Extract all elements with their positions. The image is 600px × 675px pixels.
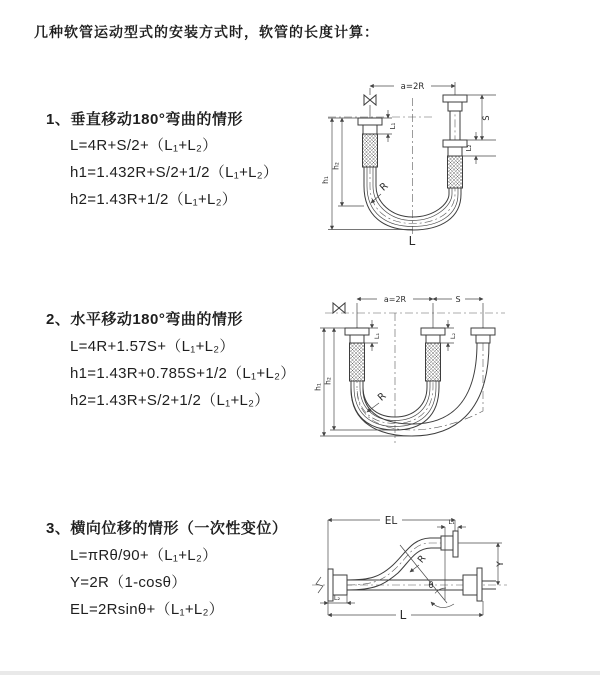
flange-left-neck bbox=[363, 125, 377, 134]
braid-left bbox=[363, 134, 378, 167]
page-title: 几种软管运动型式的安装方式时，软管的长度计算： bbox=[34, 24, 379, 40]
dim-label-a2r: a=2R bbox=[383, 295, 407, 304]
diagram-horizontal-180-bend bbox=[300, 283, 560, 458]
section-3-formula-EL: EL=2Rsinθ+（L₁+L₂） bbox=[70, 601, 224, 618]
ext-lines-top bbox=[357, 303, 483, 328]
dim-label-l: L bbox=[399, 608, 407, 622]
dim-label-l1: L₁ bbox=[373, 332, 381, 340]
flange-top-hub bbox=[441, 536, 453, 550]
flange-right-upper-neck bbox=[448, 102, 462, 111]
dim-label-s: S bbox=[455, 295, 461, 304]
page-edge bbox=[0, 671, 600, 675]
section-2-formula-L: L=4R+1.57S+（L₁+L₂） bbox=[70, 338, 235, 355]
flange-left-plate bbox=[345, 328, 369, 335]
dim-label-l2: L₂ bbox=[449, 332, 457, 340]
section-2-heading: 2、水平移动180°弯曲的情形 bbox=[46, 311, 243, 328]
radius-label: R bbox=[376, 390, 389, 404]
flange-middle-neck bbox=[426, 335, 440, 343]
dim-label-h1: h₁ bbox=[321, 176, 330, 184]
section-2-formula-h1: h1=1.43R+0.785S+1/2（L₁+L₂） bbox=[70, 365, 296, 382]
section-1-formula-L: L=4R+S/2+（L₁+L₂） bbox=[70, 137, 218, 154]
hose-bottom-wall bbox=[347, 548, 441, 590]
diagram-lateral-displacement bbox=[300, 495, 595, 655]
section-3-formula-Y: Y=2R（1-cosθ） bbox=[70, 574, 187, 591]
radius-label: R bbox=[378, 180, 391, 194]
braid-right bbox=[448, 156, 463, 188]
valve-icon bbox=[333, 303, 345, 313]
flange-right-lower-plate bbox=[443, 140, 467, 147]
dim-label-l2: L₂ bbox=[465, 144, 473, 152]
section-3-heading: 3、横向位移的情形（一次性变位） bbox=[46, 520, 288, 537]
flange-right-lower-neck bbox=[448, 147, 462, 156]
dim-label-l1: L₁ bbox=[389, 122, 397, 130]
braid-left bbox=[350, 343, 365, 381]
radius-leader bbox=[410, 565, 419, 572]
valve-icon bbox=[364, 95, 376, 105]
dim-label-h1: h₁ bbox=[313, 383, 323, 391]
flange-top-plate bbox=[453, 531, 458, 557]
hose2-outer-wall bbox=[351, 343, 489, 436]
flange-left-plate bbox=[358, 118, 382, 125]
section-2-formula-h2: h2=1.43R+S/2+1/2（L₁+L₂） bbox=[70, 392, 270, 409]
dim-label-h2: h₂ bbox=[331, 162, 341, 170]
flange-left-hub bbox=[333, 575, 347, 595]
radius-construction-line bbox=[400, 545, 447, 603]
hose-top-wall bbox=[347, 538, 441, 580]
section-1-formula-h1: h1=1.432R+S/2+1/2（L₁+L₂） bbox=[70, 164, 279, 181]
flange-right-neck bbox=[476, 335, 490, 343]
dim-label-y: Y bbox=[496, 561, 506, 567]
dim-label-h2: h₂ bbox=[323, 377, 333, 385]
diagram-vertical-180-bend bbox=[300, 68, 550, 258]
dim-label-l2: L₂ bbox=[333, 594, 341, 602]
swing-arrow bbox=[431, 602, 454, 608]
flange-right-hub bbox=[463, 575, 477, 595]
dim-label-el: EL bbox=[384, 515, 398, 527]
dim-label-l1: L₁ bbox=[448, 518, 455, 526]
dim-label-s: S bbox=[482, 115, 492, 121]
braid-middle bbox=[426, 343, 441, 381]
flange-right-plate bbox=[471, 328, 495, 335]
angle-label: θ bbox=[428, 581, 434, 591]
length-label: L bbox=[408, 234, 416, 248]
flange-left-neck bbox=[350, 335, 364, 343]
flange-right-plate bbox=[477, 568, 482, 601]
dim-label-a2r: a=2R bbox=[400, 82, 425, 92]
flange-middle-plate bbox=[421, 328, 445, 335]
section-3-formula-L: L=πRθ/90+（L₁+L₂） bbox=[70, 547, 218, 564]
flange-left-plate bbox=[328, 569, 333, 601]
section-1-heading: 1、垂直移动180°弯曲的情形 bbox=[46, 111, 243, 128]
radius-label: R bbox=[415, 553, 429, 566]
flange-right-upper-plate bbox=[443, 95, 467, 102]
section-1-formula-h2: h2=1.43R+1/2（L₁+L₂） bbox=[70, 191, 238, 208]
